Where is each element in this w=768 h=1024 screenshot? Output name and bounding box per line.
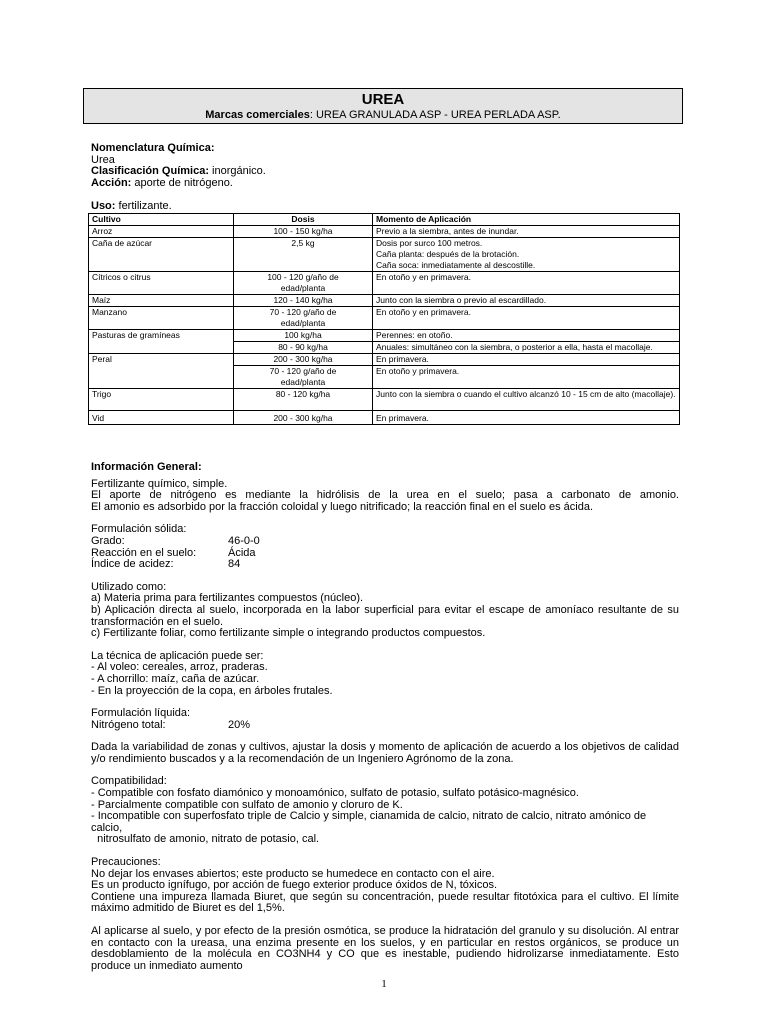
cell-dose: 2,5 kg <box>234 238 373 272</box>
nomenclature-block <box>91 143 679 189</box>
reaccion-row <box>91 548 679 560</box>
dose-line: edad/planta <box>280 318 326 328</box>
cell-moment: Perennes: en otoño. <box>373 330 680 342</box>
used-item: a) Materia prima para fertilizantes compuestos (núcleo). <box>91 592 364 605</box>
header-cultivo: Cultivo <box>89 214 234 226</box>
brands-value: : UREA GRANULADA ASP - UREA PERLADA ASP. <box>309 109 561 121</box>
used-item: b) Aplicación directa al suelo, incorporada en la labor superficial para evitar el escape de amoníaco resultante de su transformación en el suelo. <box>91 603 679 628</box>
precaution-item: No dejar los envases abiertos; este producto se humedece en contacto con el aire. <box>91 867 495 880</box>
cell-dose <box>234 272 373 295</box>
cell-dose: 100 kg/ha <box>234 330 373 342</box>
liquid-value: 20% <box>228 718 251 731</box>
dose-line: edad/planta <box>280 283 326 293</box>
technique-item: - Al voleo: cereales, arroz, praderas. <box>91 661 268 674</box>
table-row <box>89 307 680 330</box>
page-number: 1 <box>381 978 387 990</box>
cell-crop: Trigo <box>89 389 234 411</box>
technique-item: - En la proyección de la copa, en árboles frutales. <box>91 684 333 697</box>
cell-dose: 200 - 300 kg/ha <box>234 354 373 366</box>
compatibility-item: nitrosulfato de amonio, nitrato de potasio, cal. <box>91 833 320 846</box>
use-label: Uso: <box>91 200 116 212</box>
grado-row <box>91 536 679 548</box>
table-row <box>89 389 680 411</box>
cell-moment: Junto con la siembra o cuando el cultivo alcanzó 10 - 15 cm de alto (macollaje). <box>373 389 680 411</box>
title-box <box>83 88 683 124</box>
moment-line: Dosis por surco 100 metros. <box>376 238 483 248</box>
cell-crop: Pasturas de gramíneas <box>89 330 234 354</box>
cell-dose <box>234 307 373 330</box>
variability-paragraph: Dada la variabilidad de zonas y cultivos, ajustar la dosis y momento de aplicación de acuerdo a los objetivos de calidad y/o rendimiento buscados y a la recomendación de un Ingeniero Agrónomo de la zona. <box>91 741 679 765</box>
dose-line: 70 - 120 g/año de <box>269 366 337 376</box>
table-row <box>89 226 680 238</box>
indice-key: Índice de acidez: <box>91 558 174 571</box>
final-paragraph: Al aplicarse al suelo, y por efecto de la presión osmótica, se produce la hidratación del granulo y su disolución. Al entrar en contacto con la ureasa, una enzima presente en los suelos, y en particular en restos orgánicos, se produce un desdoblamiento de la molécula en CO3NH4 y CO que es inestable, pudiendo hidrolizarse inmediatamente. Esto produce un inmediato aumento <box>91 925 679 972</box>
cell-dose: 80 - 120 kg/ha <box>234 389 373 411</box>
reaccion-key: Reacción en el suelo: <box>91 546 197 559</box>
cell-dose <box>234 366 373 389</box>
header-dosis: Dosis <box>234 214 373 226</box>
cell-crop: Caña de azúcar <box>89 238 234 272</box>
liquid-row <box>91 720 679 732</box>
grado-value: 46-0-0 <box>228 534 260 547</box>
general-line: El amonio es adsorbido por la fracción coloidal y luego nitrificado; la reacción final en el suelo es ácida. <box>91 500 594 513</box>
cell-crop: Manzano <box>89 307 234 330</box>
use-line <box>91 201 679 213</box>
indice-value: 84 <box>228 558 241 571</box>
reaccion-value: Ácida <box>228 546 256 559</box>
table-row <box>89 295 680 307</box>
cell-dose: 80 - 90 kg/ha <box>234 342 373 354</box>
classification-value: inorgánico. <box>208 165 266 178</box>
nomenclature-value: Urea <box>91 153 115 166</box>
action-label: Acción: <box>91 176 132 189</box>
liquid-key: Nitrógeno total: <box>91 718 166 731</box>
action-value: aporte de nitrógeno. <box>131 176 233 189</box>
compatibility-item: - Incompatible con superfosfato triple de Calcio y simple, cianamida de calcio, nitrato de calcio, nitrato amónico de calcio, <box>91 810 647 834</box>
cell-dose: 200 - 300 kg/ha <box>234 411 373 425</box>
cell-moment: En primavera. <box>373 354 680 366</box>
dosage-table <box>88 213 680 425</box>
used-item: c) Fertilizante foliar, como fertilizante simple o integrando productos compuestos. <box>91 627 486 640</box>
compatibility-item: - Compatible con fosfato diamónico y monoamónico, sulfato de potasio, sulfato potásico-magnésico. <box>91 787 579 800</box>
table-row <box>89 272 680 295</box>
brands-line <box>84 109 682 122</box>
cell-crop: Peral <box>89 354 234 389</box>
moment-line: Caña planta: después de la brotación. <box>376 249 520 259</box>
dose-line: 70 - 120 g/año de <box>269 307 337 317</box>
cell-moment: En otoño y en primavera. <box>373 307 680 330</box>
nomenclature-label: Nomenclatura Química: <box>91 142 215 154</box>
technique-item: - A chorrillo: maíz, caña de azúcar. <box>91 672 260 685</box>
classification-label: Clasificación Química: <box>91 165 209 178</box>
compatibility-label: Compatibilidad: <box>91 775 167 788</box>
cell-dose: 120 - 140 kg/ha <box>234 295 373 307</box>
cell-crop: Arroz <box>89 226 234 238</box>
cell-moment: Anuales: simultáneo con la siembra, o posterior a ella, hasta el macollaje. <box>373 342 680 354</box>
precaution-item: Contiene una impureza llamada Biuret, que según su concentración, puede resultar fitotóxica para el cultivo. El límite máximo admitido de Biuret es del 1,5%. <box>91 890 679 915</box>
compatibility-item: - Parcialmente compatible con sulfato de amonio y cloruro de K. <box>91 798 403 811</box>
cell-moment <box>373 238 680 272</box>
indice-row <box>91 559 679 571</box>
grado-key: Grado: <box>91 534 125 547</box>
action-line <box>91 178 679 190</box>
document-title: UREA <box>361 91 405 108</box>
precautions-label: Precauciones: <box>91 856 161 869</box>
solid-formulation-label: Formulación sólida: <box>91 523 187 536</box>
cell-crop: Vid <box>89 411 234 425</box>
cell-moment: En otoño y en primavera. <box>373 272 680 295</box>
moment-line: Caña soca: inmediatamente al descostille. <box>376 260 536 270</box>
general-line: Fertilizante químico, simple. <box>91 477 228 490</box>
dose-line: 100 - 120 g/año de <box>267 272 339 282</box>
technique-label: La técnica de aplicación puede ser: <box>91 649 264 662</box>
cell-moment: En primavera. <box>373 411 680 425</box>
general-heading: Información General: <box>91 461 202 473</box>
table-row <box>89 354 680 366</box>
cell-crop: Maíz <box>89 295 234 307</box>
general-line: El aporte de nitrógeno es mediante la hidrólisis de la urea en el suelo; pasa a carbonato de amonio. <box>91 489 679 502</box>
cell-moment: Junto con la siembra o previo al escardillado. <box>373 295 680 307</box>
dose-line: edad/planta <box>280 377 326 387</box>
brands-label: Marcas comerciales <box>205 109 310 121</box>
cell-dose: 100 - 150 kg/ha <box>234 226 373 238</box>
used-label: Utilizado como: <box>91 580 167 593</box>
table-header-row <box>89 214 680 226</box>
table-row <box>89 411 680 425</box>
table-row <box>89 238 680 272</box>
cell-moment: En otoño y primavera. <box>373 366 680 389</box>
liquid-formulation-label: Formulación líquida: <box>91 707 191 720</box>
cell-crop: Cítricos o citrus <box>89 272 234 295</box>
precaution-item: Es un producto ignífugo, por acción de fuego exterior produce óxidos de N, tóxicos. <box>91 879 498 892</box>
general-info-block <box>91 462 679 972</box>
cell-moment: Previo a la siembra, antes de inundar. <box>373 226 680 238</box>
header-momento: Momento de Aplicación <box>373 214 680 226</box>
table-row <box>89 330 680 342</box>
use-value: fertilizante. <box>115 200 172 212</box>
